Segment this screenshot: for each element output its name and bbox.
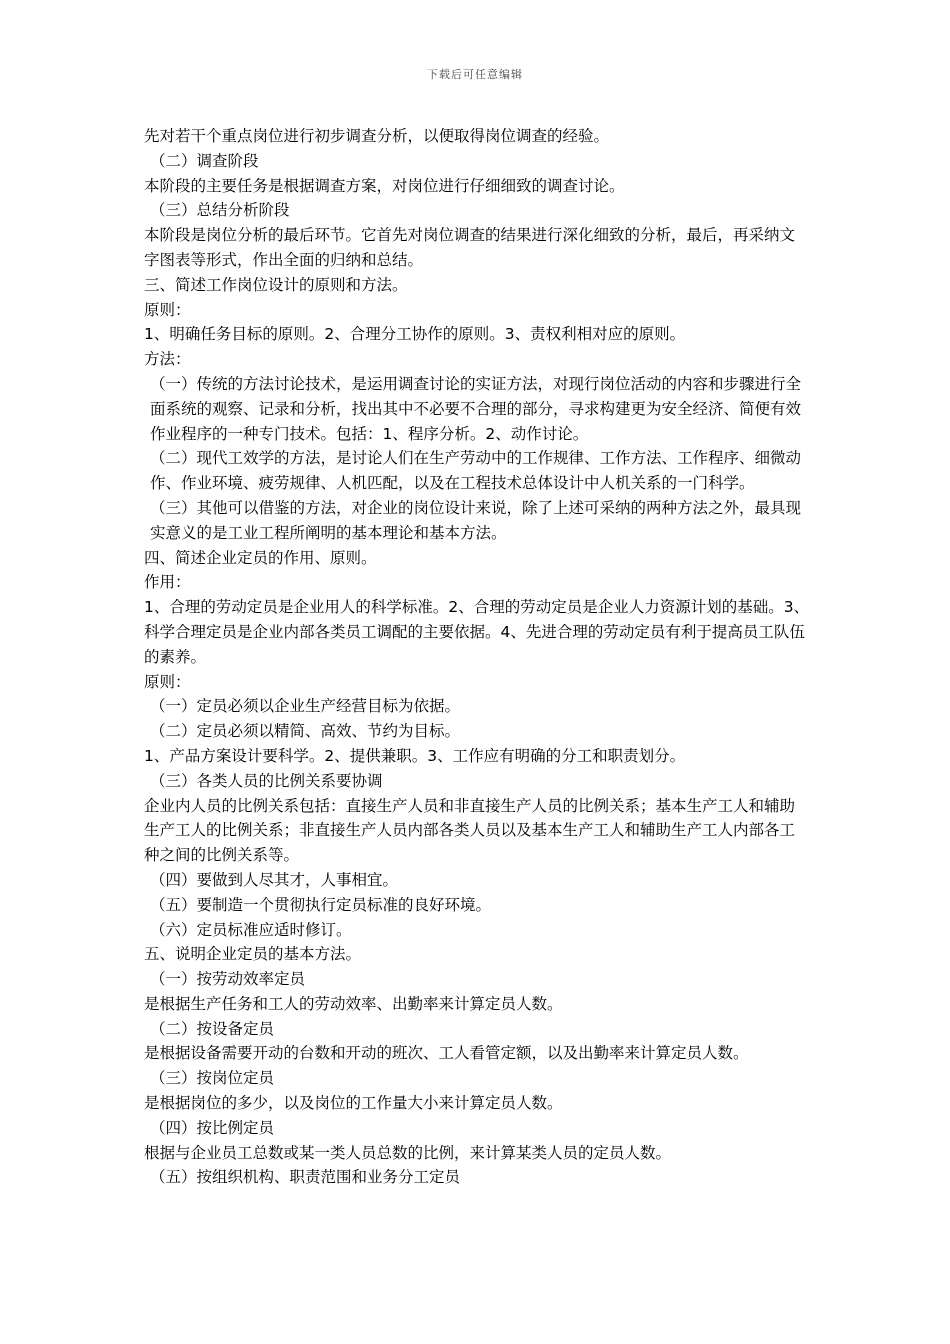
sub-heading: （五）按组织机构、职责范围和业务分工定员 [150,1168,461,1187]
paragraph: 企业内人员的比例关系包括：直接生产人员和非直接生产人员的比例关系；基本生产工人和辅助生产工人的比例关系；非直接生产人员内部各类人员以及基本生产工人和辅助生产工人内部各工种之间的比例关系等。 [144,796,796,865]
sub-heading: （三）总结分析阶段 [150,201,290,220]
sub-heading: （六）定员标准应适时修订。 [150,920,352,939]
paragraph: 三、简述工作岗位设计的原则和方法。 [144,275,408,294]
paragraph: 作用： [144,573,191,592]
paragraph: 是根据生产任务和工人的劳动效率、出勤率来计算定员人数。 [144,994,563,1013]
sub-heading: （三）其他可以借鉴的方法，对企业的岗位设计来说，除了上述可采纳的两种方法之外，最具现实意义的是工业工程所阐明的基本理论和基本方法。 [150,498,802,542]
paragraph: 1、合理的劳动定员是企业用人的科学标准。2、合理的劳动定员是企业人力资源计划的基础。3、科学合理定员是企业内部各类员工调配的主要依据。4、先进合理的劳动定员有利于提高员工队伍的素养。 [144,598,810,666]
paragraph: 1、明确任务目标的原则。2、合理分工协作的原则。3、责权利相对应的原则。 [144,325,686,344]
paragraph: 先对若干个重点岗位进行初步调查分析，以便取得岗位调查的经验。 [144,127,610,145]
sub-heading: （四）要做到人尽其才，人事相宜。 [150,870,399,889]
paragraph: 是根据设备需要开动的台数和开动的班次、工人看管定额，以及出勤率来计算定员人数。 [144,1044,749,1063]
paragraph: 四、简述企业定员的作用、原则。 [144,548,377,567]
sub-heading: （三）按岗位定员 [150,1069,275,1088]
sub-heading: （二）定员必须以精简、高效、节约为目标。 [150,722,461,741]
sub-heading: （三）各类人员的比例关系要协调 [150,771,383,790]
sub-heading: （二）现代工效学的方法，是讨论人们在生产劳动中的工作规律、工作方法、工作程序、细微动作、作业环境、疲劳规律、人机匹配，以及在工程技术总体设计中人机关系的一门科学。 [150,449,802,493]
paragraph: 1、产品方案设计要科学。2、提供兼职。3、工作应有明确的分工和职责划分。 [144,746,686,765]
paragraph: 本阶段是岗位分析的最后环节。它首先对岗位调查的结果进行深化细致的分析，最后，再采纳文字图表等形式，作出全面的归纳和总结。 [144,226,796,269]
sub-heading: （四）按比例定员 [150,1118,275,1137]
paragraph: 原则： [144,300,191,319]
sub-heading: （一）传统的方法讨论技术，是运用调查讨论的实证方法，对现行岗位活动的内容和步骤进行全面系统的观察、记录和分析，找出其中不必要不合理的部分，寻求构建更为安全经济、简便有效作业程序的一种专门技术。包括：1、程序分析。2、动作讨论。 [150,374,802,443]
paragraph: 原则： [144,672,191,691]
paragraph: 是根据岗位的多少，以及岗位的工作量大小来计算定员人数。 [144,1094,563,1113]
sub-heading: （二）按设备定员 [150,1019,275,1038]
sub-heading: （一）按劳动效率定员 [150,970,306,989]
sub-heading: （二）调查阶段 [150,151,259,170]
sub-heading: （一）定员必须以企业生产经营目标为依据。 [150,697,461,716]
sub-heading: （五）要制造一个贯彻执行定员标准的良好环境。 [150,895,492,914]
paragraph: 方法： [144,350,191,369]
paragraph: 五、说明企业定员的基本方法。 [144,945,362,964]
page-header: 下载后可任意编辑 [427,68,523,81]
document-body [144,124,810,1190]
paragraph: 根据与企业员工总数或某一类人员总数的比例，来计算某类人员的定员人数。 [144,1143,672,1162]
paragraph: 本阶段的主要任务是根据调查方案，对岗位进行仔细细致的调查讨论。 [144,176,625,195]
